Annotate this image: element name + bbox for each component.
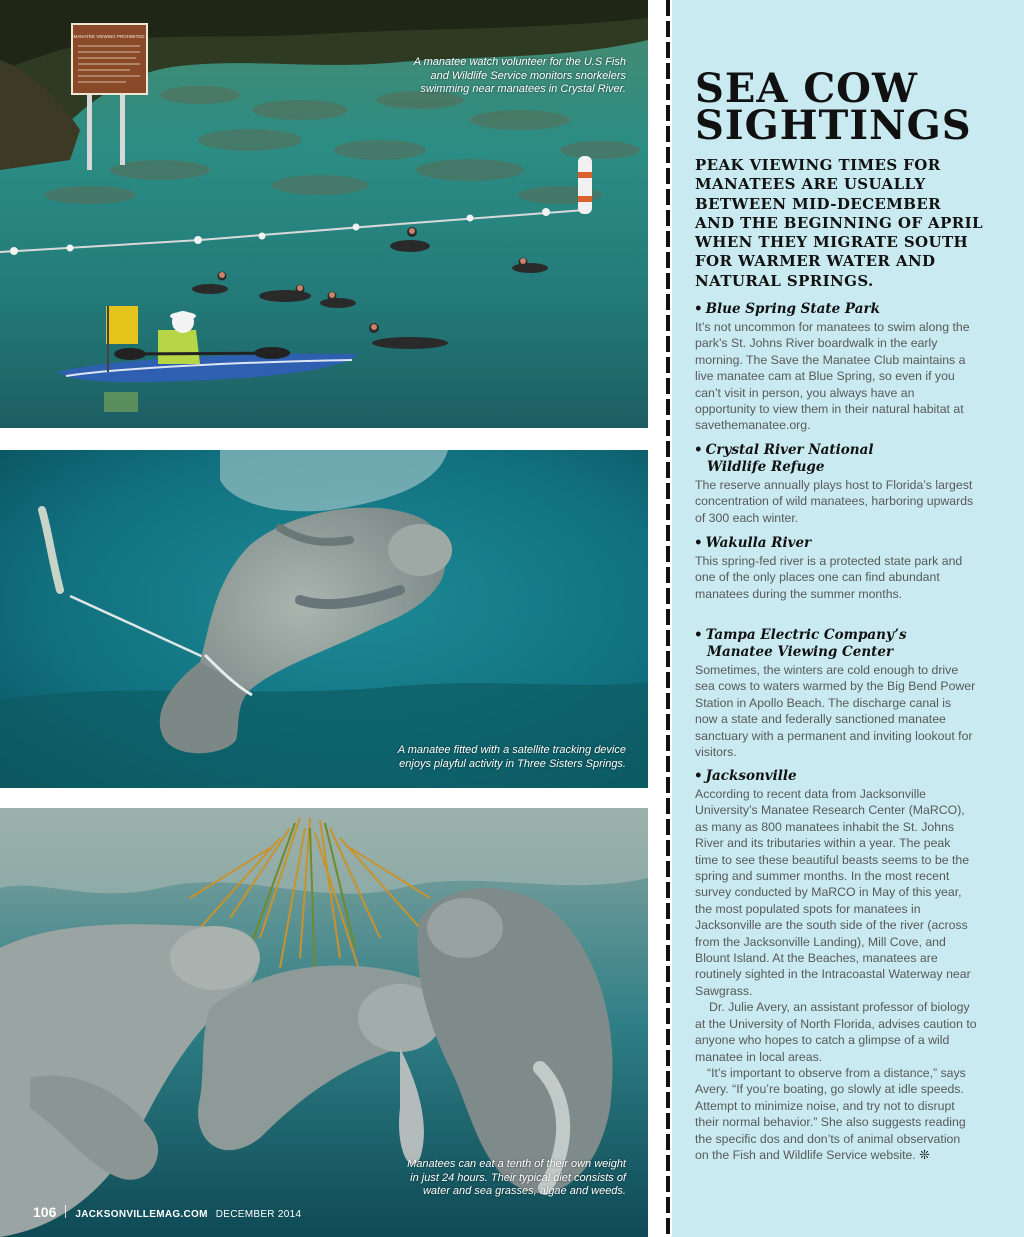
item-title-text: Jacksonville — [705, 768, 797, 784]
bullet: • — [694, 768, 703, 784]
item-paragraph: It’s not uncommon for manatees to swim along the park’s St. Johns River boardwalk in the early morning. The Save the Manatee Club maintains a live manatee cam at Blue Spring, so even if you can’t visit in person, you always have an opportunity to view them in their natural habitat at savethemanatee.org. — [695, 320, 970, 433]
headline-line: SIGHTINGS — [695, 102, 972, 149]
photo-tracked-manatee — [0, 450, 648, 788]
caption-line: and Wildlife Service monitors snorkelers — [430, 69, 626, 82]
caption-line: enjoys playful activity in Three Sisters Springs. — [399, 757, 626, 770]
item-body-crystal-river — [695, 477, 977, 526]
item-title-text: Wildlife Refuge — [707, 459, 825, 475]
item-paragraph: This spring-fed river is a protected state park and one of the only places one can find abundant manatees during the summer months. — [695, 554, 963, 601]
photo-caption — [407, 1158, 626, 1199]
photo-caption — [414, 56, 626, 97]
page-footer — [33, 1204, 301, 1222]
dashed-column-divider — [666, 0, 670, 1237]
footer-site: JACKSONVILLEMAG.COM — [75, 1209, 208, 1220]
item-paragraph: Sometimes, the winters are cold enough to drive sea cows to waters warmed by the Big Bend Power Station in Apollo Beach. The discharge canal is now a state and federally sanctioned manatee sanctuary with a permanent and inviting lookout for visitors. — [695, 663, 976, 760]
headline-line: SEA COW — [695, 65, 918, 112]
item-body-jacksonville — [695, 786, 977, 1163]
item-title-blue-spring — [694, 301, 880, 318]
bullet: • — [694, 301, 703, 317]
page-number: 106 — [33, 1204, 57, 1220]
bullet: • — [694, 442, 703, 458]
footer-divider — [65, 1205, 66, 1218]
photo-tracked-manatee-image — [0, 450, 648, 788]
sidebar-deck: PEAK VIEWING TIMES FOR MANATEES ARE USUALLY BETWEEN MID-DECEMBER AND THE BEGINNING OF APRIL WHEN THEY MIGRATE SOUTH FOR WARMER WATER AND NATURAL SPRINGS. — [695, 156, 983, 290]
item-title-text: Crystal River National — [705, 442, 874, 458]
caption-line: Manatees can eat a tenth of their own weight — [407, 1158, 626, 1170]
sea-cow-sightings-sidebar — [672, 0, 1024, 1237]
item-body-wakulla — [695, 553, 977, 602]
item-title-tampa-electric — [694, 627, 907, 661]
item-paragraph: “It’s important to observe from a distance,” says Avery. “If you’re boating, go slowly at idle speeds. Attempt to minimize noise, and try not to disrupt their normal behavior.” She also suggests reading the specific dos and don’ts of animal observation on the Fish and Wildlife Service website. — [695, 1065, 966, 1162]
photo-feeding-manatees — [0, 808, 648, 1237]
photo-snorkelers-crystal-river — [0, 0, 648, 428]
end-mark-icon: ❊ — [919, 1147, 930, 1162]
item-title-text: Blue Spring State Park — [705, 301, 880, 317]
item-paragraph: According to recent data from Jacksonville University’s Manatee Research Center (MaRCO), as many as 800 manatees inhabit the St. Johns River and its tributaries within a year. The peak time to see these beautiful beasts seems to be the spring and summer months. In the most recent survey conducted by MaRCO in May of this year, the most populated spots for manatees in Jacksonville are the south side of the river (across from the Jacksonville Landing), Mill Cove, and Blount Island. At the Beaches, manatees are routinely sighted in the Intracoastal Waterway near Sawgrass. — [695, 787, 971, 998]
item-title-text: Wakulla River — [705, 535, 812, 551]
item-body-blue-spring — [695, 319, 977, 434]
sidebar-headline — [695, 65, 972, 149]
bullet: • — [694, 627, 703, 643]
item-title-wakulla — [694, 535, 811, 552]
caption-line: A manatee fitted with a satellite tracking device — [397, 744, 626, 756]
photo-caption — [398, 744, 626, 771]
bullet: • — [694, 535, 703, 551]
sign-text: MANATEE VIEWING PROHIBITED — [73, 34, 145, 39]
item-paragraph: The reserve annually plays host to Florida’s largest concentration of wild manatees, harboring upwards of 300 each winter. — [695, 478, 974, 525]
item-title-crystal-river — [694, 442, 874, 476]
caption-line: swimming near manatees in Crystal River. — [420, 83, 626, 95]
caption-line: in just 24 hours. Their typical diet consists of — [410, 1171, 626, 1184]
item-paragraph: Dr. Julie Avery, an assistant professor of biology at the University of North Florida, advises caution to anyone who hopes to catch a glimpse of a wild manatee in local areas. — [695, 1000, 977, 1064]
item-title-text: Tampa Electric Company’s — [705, 627, 907, 643]
item-title-jacksonville — [694, 768, 797, 785]
item-title-text: Manatee Viewing Center — [707, 644, 894, 660]
caption-line: A manatee watch volunteer for the U.S Fish — [413, 56, 626, 68]
footer-issue: DECEMBER 2014 — [215, 1209, 302, 1220]
caption-line: water and sea grasses, algae and weeds. — [422, 1185, 626, 1197]
item-body-tampa-electric — [695, 662, 977, 760]
